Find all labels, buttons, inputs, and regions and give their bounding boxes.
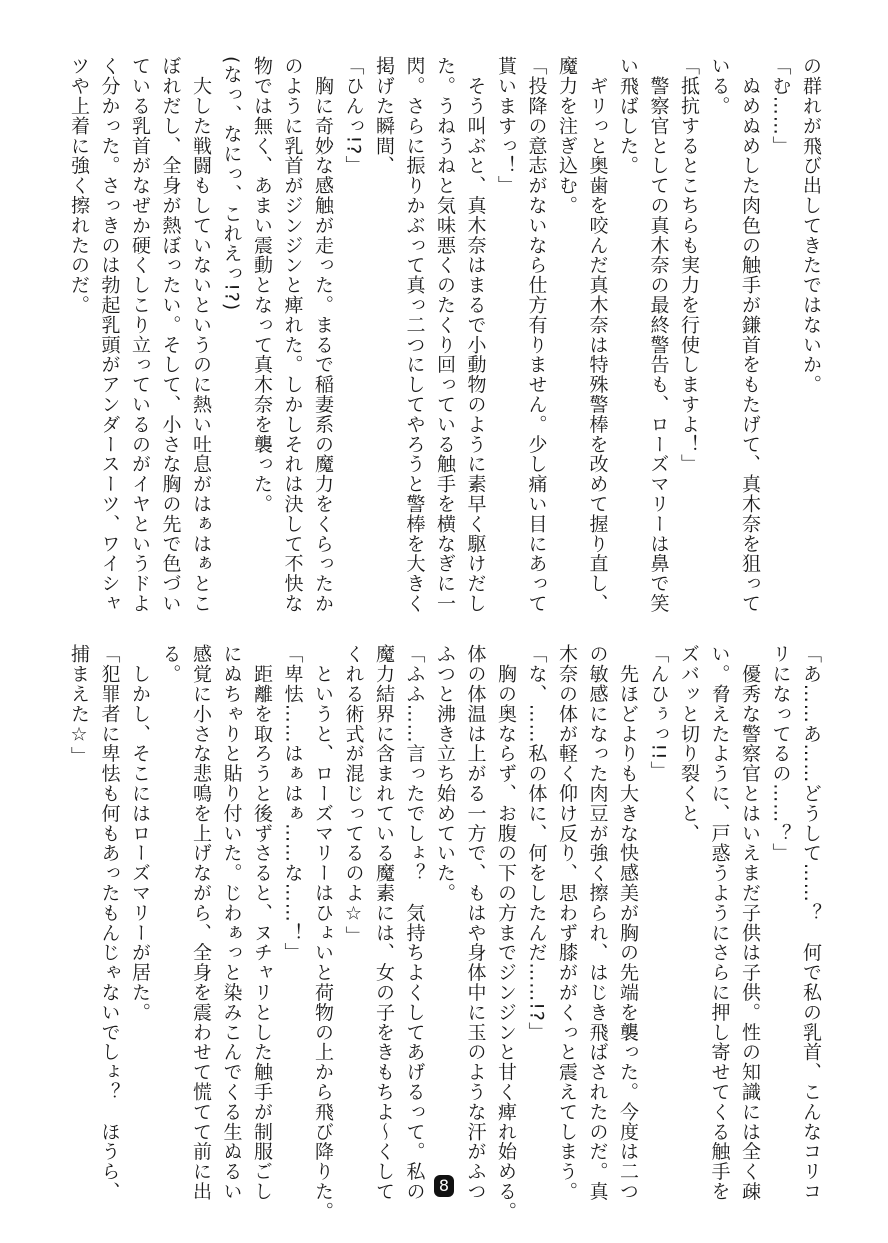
text-column: 「ひんっ!?」 xyxy=(342,56,365,176)
text-column: 先ほどよりも大きな快感美が胸の先端を襲った。今度は二つ xyxy=(617,644,639,1202)
text-column: そう叫ぶと、真木奈はまるで小動物のように素早く駆けだし xyxy=(464,56,487,614)
text-column: というと、ローズマリーはひょいと荷物の上から飛び降りた。 xyxy=(312,644,334,1222)
text-column: 貰いますっ！」 xyxy=(495,56,517,196)
text-column: ぼれだし、全身が熱ぼったい。そして、小さな胸の先で色づい xyxy=(159,56,182,614)
text-column: 距離を取ろうと後ずさると、ヌチャリとした触手が制服ごし xyxy=(251,644,273,1202)
text-column: のように乳首がジンジンと痺れた。しかしそれは決して不快な xyxy=(281,56,304,614)
text-column: 胸の奥ならず、お腹の下の方までジンジンと甘く痺れ始める。 xyxy=(495,644,517,1222)
text-column: 「犯罪者に卑怯も何もあったもんじゃないでしょ？ ほうら、 xyxy=(98,644,121,1202)
text-column: (なっ、なにっ、これえっ!?) xyxy=(220,56,243,312)
text-column: くれる術式が混じってるのよ☆」 xyxy=(342,644,365,946)
text-block-top xyxy=(64,56,827,616)
text-column: 「投降の意志がないなら仕方有りません。少し痛い目にあって xyxy=(525,56,548,614)
text-column: 大した戦闘もしていないというのに熱い吐息がはぁはぁとこ xyxy=(190,56,212,614)
text-column: の群れが飛び出してきたではないか。 xyxy=(800,56,822,395)
text-column: にぬちゃりと貼り付いた。じわぁっと染みこんでくる生ぬるい xyxy=(220,644,243,1202)
text-column: しかし、そこにはローズマリーが居た。 xyxy=(129,644,151,1023)
text-block-bottom xyxy=(64,644,827,1222)
text-column: ズバッと切り裂くと、 xyxy=(678,644,700,843)
text-column: 捕まえた☆」 xyxy=(68,644,90,767)
text-column: ギリっと奥歯を咬んだ真木奈は特殊警棒を改めて握り直し、 xyxy=(586,56,609,614)
text-column: 閃。さらに振りかぶって真っ二つにしてやろうと警棒を大きく xyxy=(403,56,426,614)
page-number: 8 xyxy=(434,1175,454,1197)
text-column: い。脅えたように、戸惑うようにさらに押し寄せてくる触手を xyxy=(708,644,731,1202)
text-column: い飛ばした。 xyxy=(617,56,639,176)
text-column: 警察官としての真木奈の最終警告も、ローズマリーは鼻で笑 xyxy=(647,56,670,614)
text-column: 「あ……あ……どうして……？ 何で私の乳首、こんなコリコ xyxy=(800,644,822,1202)
text-column: 優秀な警察官とはいえまだ子供は子供。性の知識には全く疎 xyxy=(739,644,761,1202)
text-column: た。うねうねと気味悪くのたくり回っている触手を横なぎに一 xyxy=(434,56,456,614)
text-column: 物では無く、あまい震動となって真木奈を襲った。 xyxy=(251,56,273,514)
text-column: く分かった。さっきのは勃起乳頭がアンダースーツ、ワイシャ xyxy=(98,56,121,614)
text-column: 「ふふ……言ったでしょ？ 気持ちよくしてあげるって。私の xyxy=(403,644,426,1202)
text-column: 魔力結界に含まれている魔素には、女の子をきもちよ～くして xyxy=(373,644,395,1202)
text-column: 感覚に小さな悲鳴を上げながら、全身を震わせて慌てて前に出 xyxy=(190,644,212,1202)
text-column: の敏感になった肉豆が強く擦られ、はじき飛ばされたのだ。真 xyxy=(586,644,609,1202)
text-column: 「卑怯……はぁはぁ……な……！」 xyxy=(281,644,304,963)
text-column: ツや上着に強く擦れたのだ。 xyxy=(68,56,90,315)
text-column: 「な、……私の体に、何をしたんだ……!?」 xyxy=(525,644,548,1042)
text-column: ぬめぬめした肉色の触手が鎌首をもたげて、真木奈を狙って xyxy=(739,56,761,614)
text-column: 体の体温は上がる一方で、もはや身体中に玉のような汗がふつ xyxy=(464,644,487,1202)
text-column: 「む……」 xyxy=(769,56,792,156)
text-column: 「抵抗するとこちらも実力を行使しますよ！」 xyxy=(678,56,700,474)
text-column: 「んひぅっ!!」 xyxy=(647,644,670,781)
text-column: ている乳首がなぜか硬くしこり立っているのがイヤというドよ xyxy=(129,56,151,614)
text-column: いる。 xyxy=(708,56,731,116)
text-column: リになってるの……？」 xyxy=(769,644,792,863)
text-column: 掲げた瞬間、 xyxy=(373,56,395,176)
text-column: 胸に奇妙な感触が走った。まるで稲妻系の魔力をくらったか xyxy=(312,56,334,614)
text-column: ふつと沸き立ち始めていた。 xyxy=(434,644,456,903)
text-column: る。 xyxy=(159,644,182,684)
text-column: 木奈の体が軽く仰け反り、思わず膝ががくっと震えてしまう。 xyxy=(556,644,578,1202)
text-column: 魔力を注ぎ込む。 xyxy=(556,56,578,216)
